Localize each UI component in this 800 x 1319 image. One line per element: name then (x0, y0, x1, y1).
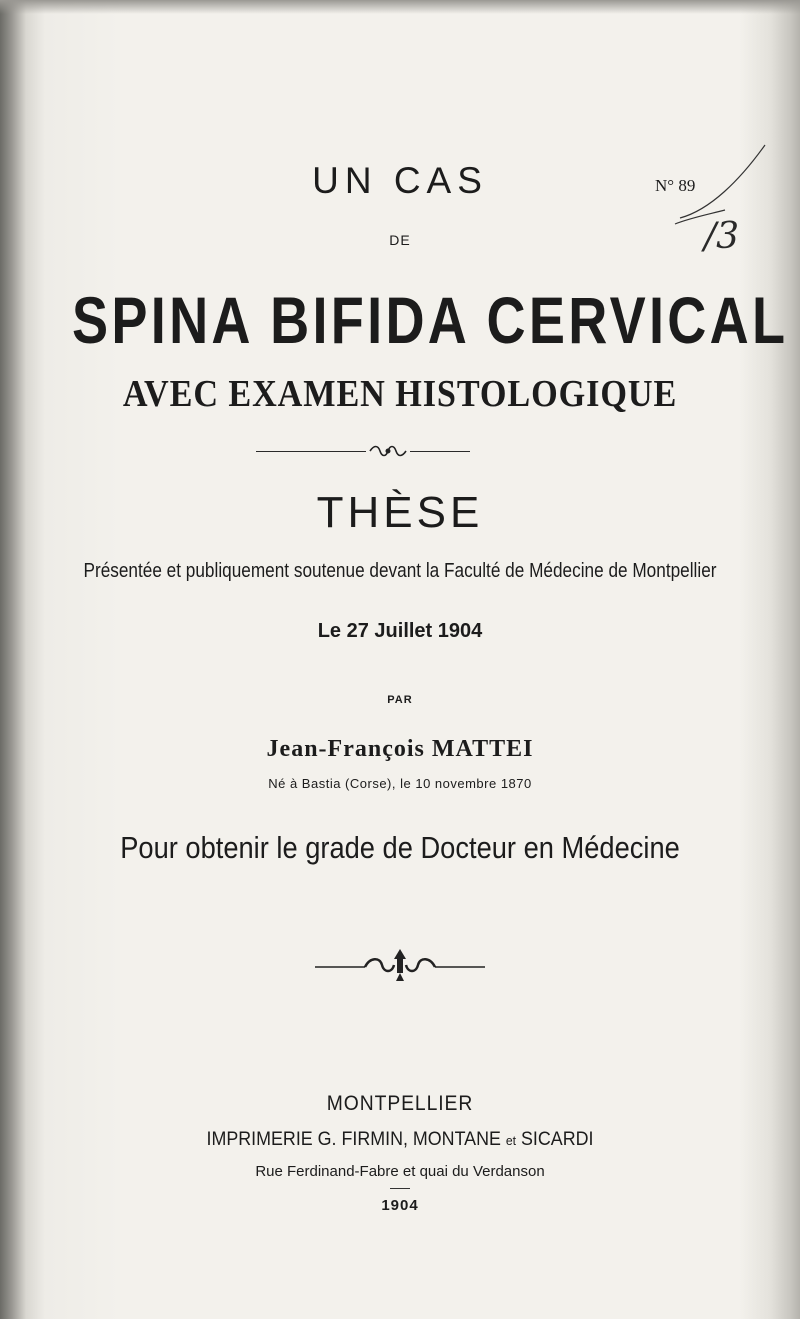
author-birth: Né à Bastia (Corse), le 10 novembre 1870 (268, 776, 532, 791)
printer-partner: SICARDI (521, 1129, 594, 1150)
printer-et: et (505, 1133, 517, 1148)
publication-year: 1904 (381, 1197, 419, 1214)
printer-address: Rue Ferdinand-Fabre et quai du Verdanson (255, 1163, 545, 1180)
small-rule (390, 1188, 410, 1189)
ornament-icon (368, 443, 408, 459)
thesis-date: Le 27 Juillet 1904 (317, 620, 483, 642)
shelfmark-number: N° 89 (655, 176, 696, 195)
shelfmark-handwritten: /3 (704, 216, 740, 257)
ornament-rule-left (256, 451, 366, 452)
thesis-label: THÈSE (316, 488, 484, 537)
by-label: PAR (387, 694, 413, 706)
printer-line (24, 1129, 776, 1151)
main-title: SPINA BIFIDA CERVICAL (72, 283, 789, 357)
printing-city: MONTPELLIER (326, 1092, 474, 1115)
printer-name: IMPRIMERIE G. FIRMIN, MONTANE (206, 1129, 501, 1150)
ornament-rule-right (410, 451, 470, 452)
page-edge-shadow (0, 0, 800, 14)
subtitle: AVEC EXAMEN HISTOLOGIQUE (122, 373, 678, 415)
author-name: Jean-François MATTEI (266, 736, 534, 762)
degree-purpose: Pour obtenir le grade de Docteur en Médecine (120, 830, 680, 865)
presented-text: Présentée et publiquement soutenue devant la Faculté de Médecine de Montpellier (83, 560, 717, 582)
printer-ornament-icon (310, 945, 490, 985)
heading-line2: DE (389, 232, 411, 248)
heading-line1: UN CAS (312, 160, 488, 201)
